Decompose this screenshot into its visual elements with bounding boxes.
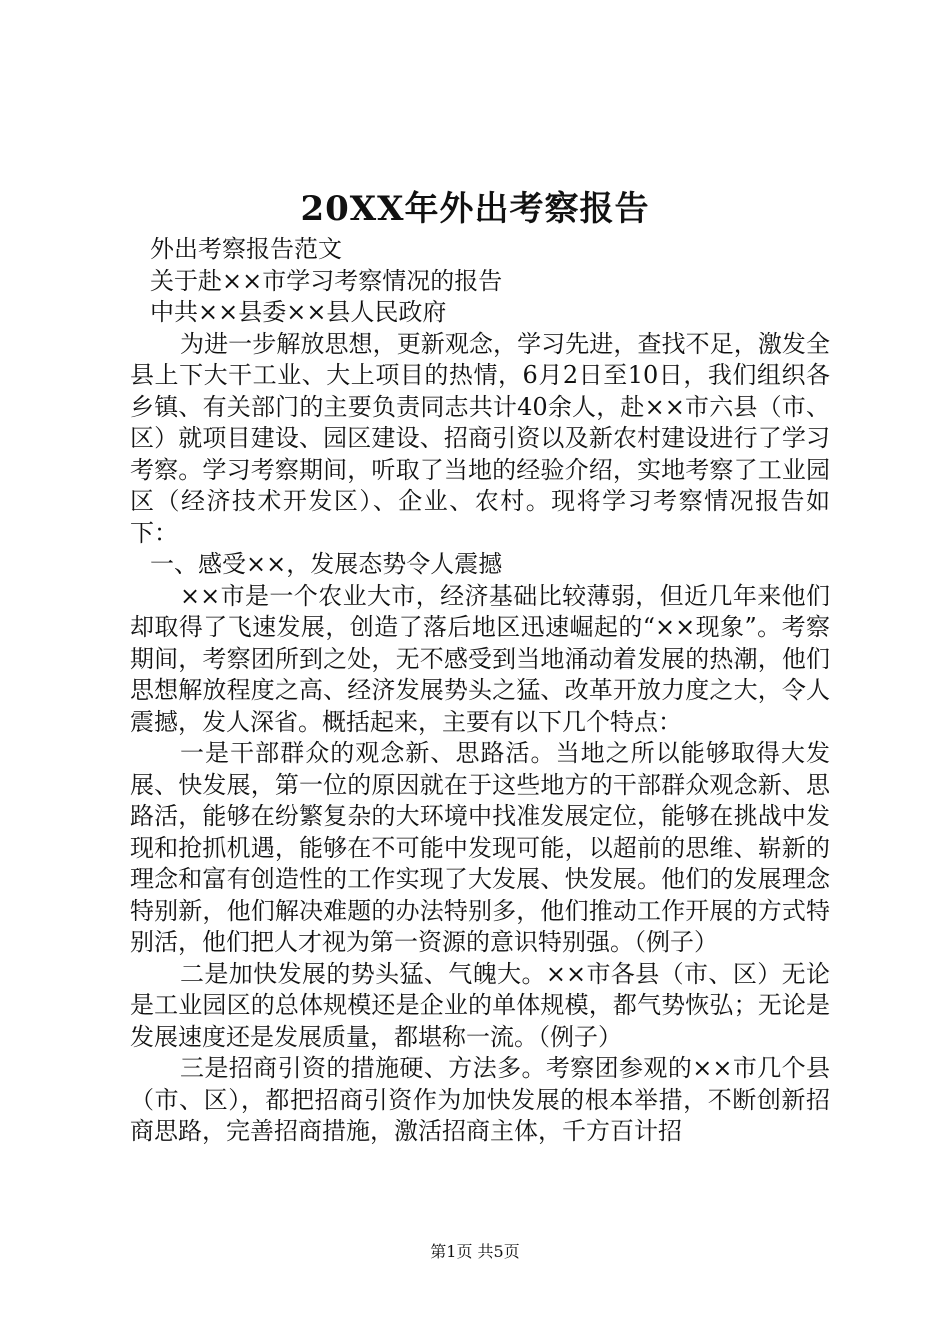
paragraph-point-3: 三是招商引资的措施硬、方法多。考察团参观的××市几个县（市、区），都把招商引资作为加快发展的根本举措，不断创新招商思路，完善招商措施，激活招商主体，千方百计招 — [130, 1054, 830, 1145]
paragraph-point-1: 一是干部群众的观念新、思路活。当地之所以能够取得大发展、快发展，第一位的原因就在于这些地方的干部群众观念新、思路活，能够在纷繁复杂的大环境中找准发展定位，能够在挑战中发现和抢抓机遇，能够在不可能中发现可能，以超前的思维、崭新的理念和富有创造性的工作实现了大发展、快发展。他们的发展理念特别新，他们解决难题的办法特别多，他们推动工作开展的方式特别活，他们把人才视为第一资源的意识特别强。（例子） — [130, 739, 830, 956]
document-title: 20XX年外出考察报告 — [300, 189, 650, 229]
page-number-footer: 第1页 共5页 — [430, 1242, 520, 1261]
paragraph-point-2: 二是加快发展的势头猛、气魄大。××市各县（市、区）无论是工业园区的总体规模还是企业的单体规模，都气势恢弘；无论是发展速度还是发展质量，都堪称一流。（例子） — [130, 959, 830, 1051]
document-body — [130, 234, 830, 1148]
paragraph-issuer: 中共××县委××县人民政府 — [150, 298, 447, 326]
paragraph-section-1: ××市是一个农业大市，经济基础比较薄弱，但近几年来他们却取得了飞速发展，创造了落后地区迅速崛起的“××现象”。考察期间，考察团所到之处，无不感受到当地涌动着发展的热潮，他们思想解放程度之高、经济发展势头之猛、改革开放力度之大，令人震撼，发人深省。概括起来，主要有以下几个特点： — [130, 581, 830, 736]
section-heading-1: 一、感受××，发展态势令人震撼 — [150, 550, 503, 578]
paragraph-intro: 为进一步解放思想，更新观念，学习先进，查找不足，激发全县上下大干工业、大上项目的热情，6月2日至10日，我们组织各乡镇、有关部门的主要负责同志共计40余人，赴××市六县（市、区）就项目建设、园区建设、招商引资以及新农村建设进行了学习考察。学习考察期间，听取了当地的经验介绍，实地考察了工业园区（经济技术开发区）、企业、农村。现将学习考察情况报告如下： — [130, 329, 830, 547]
paragraph-report-title: 关于赴××市学习考察情况的报告 — [150, 266, 503, 295]
paragraph-subtitle: 外出考察报告范文 — [150, 235, 342, 263]
